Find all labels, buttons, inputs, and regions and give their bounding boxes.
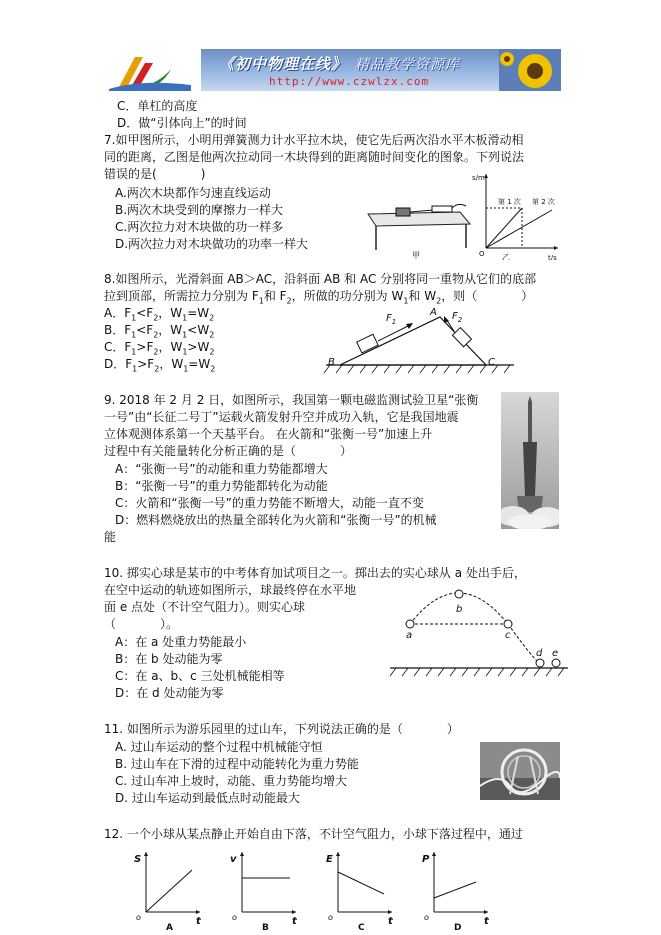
q10-point-d: d <box>536 648 543 659</box>
q7-line-first <box>486 208 522 248</box>
q8-label-f2: $F_2$ <box>452 311 463 324</box>
q10-option-d: D：在 d 处动能为零 <box>115 686 224 700</box>
q8-label-a: A <box>430 307 437 318</box>
q7-graph-origin: O <box>479 250 485 258</box>
q12-label-d: D <box>454 923 462 933</box>
q8-label-c: C <box>488 357 495 368</box>
q8-option-b: B．$F_1<F_2$，$W_1<W_2$ <box>104 323 215 340</box>
q10-option-b: B：在 b 处动能为零 <box>115 652 223 666</box>
q12-label-b: B <box>262 923 269 933</box>
svg-text:S: S <box>134 854 142 865</box>
q10-point-e: e <box>552 648 559 659</box>
q10-option-c: C：在 a、b、c 三处机械能相等 <box>115 669 285 683</box>
banner-url: http://www.czwlzx.com <box>269 75 430 88</box>
q12-graph-c <box>326 852 394 933</box>
rocket-launch-photo <box>501 392 559 529</box>
svg-text:t: t <box>292 916 297 927</box>
q7-label-jia: 甲 <box>412 251 420 260</box>
q9-stem-line3: 立体观测体系第一个天基平台。 在火箭和“张衡一号”加速上升 <box>104 427 433 441</box>
q7-option-d: D.两次拉力对木块做功的功率一样大 <box>115 237 309 251</box>
q8-block-left <box>357 334 378 353</box>
q9-stem-line4: 过程中有关能量转化分析正确的是（ ） <box>104 444 353 458</box>
q7-stem-line1: 7.如甲图所示，小明用弹簧测力计水平拉木块，使它先后两次沿水平木板滑动相 <box>104 133 524 147</box>
q12-label-c: C <box>358 923 365 933</box>
q11-option-a: A. 过山车运动的整个过程中机械能守恒 <box>115 740 323 754</box>
q8-option-a: A．$F_1<F_2$，$W_1=W_2$ <box>104 306 215 323</box>
svg-text:t: t <box>388 916 393 927</box>
q7-stem-line3: 错误的是( ) <box>104 167 206 181</box>
q7-option-b: B.两次木块受到的摩擦力一样大 <box>115 203 284 217</box>
svg-text:t: t <box>196 916 201 927</box>
q7-graph-x-label: t/s <box>548 254 557 260</box>
svg-text:o: o <box>424 913 429 922</box>
q9-option-b: B：“张衡一号”的重力势能都转化为动能 <box>115 479 328 493</box>
q7-line-second <box>486 210 552 248</box>
q7-figure <box>362 168 562 260</box>
q9-option-d-line2: 能 <box>104 530 117 544</box>
svg-text:t: t <box>484 916 489 927</box>
q8-label-f1: $F_1$ <box>386 313 397 326</box>
q12-label-a: A <box>166 923 173 933</box>
q10-trajectory-figure <box>388 582 570 678</box>
q10-stem-line1: 10. 掷实心球是某市的中考体育加试项目之一。掷出去的实心球从 a 处出手后， <box>104 566 526 580</box>
sunflower-image <box>499 49 561 91</box>
q7-option-a: A.两次木块都作匀速直线运动 <box>115 186 271 200</box>
q11-option-c: C. 过山车冲上坡时，动能、重力势能均增大 <box>115 774 348 788</box>
q7-legend-first: 第 1 次 <box>498 198 521 206</box>
q12-graph-d <box>422 852 490 933</box>
q10-stem-line4: （ ）。 <box>104 617 179 631</box>
q9-option-c: C：火箭和“张衡一号”的重力势能不断增大，动能一直不变 <box>115 496 424 510</box>
svg-text:P: P <box>422 854 430 865</box>
q8-block-right <box>452 328 471 347</box>
q11-option-b: B. 过山车在下滑的过程中动能转化为重力势能 <box>115 757 359 771</box>
q10-stem-line3: 面 e 点处（不计空气阻力）。则实心球 <box>104 600 306 614</box>
q8-label-b: B <box>328 357 335 368</box>
q11-stem: 11. 如图所示为游乐园里的过山车，下列说法正确的是（ ） <box>104 722 459 736</box>
q8-option-d: D．$F_1>F_2$，$W_1=W_2$ <box>104 357 216 374</box>
header-banner <box>101 49 561 91</box>
q7-graph-y-label: s/m <box>472 174 485 182</box>
q7-stem-line2: 同的距离，乙图是他两次拉动同一木块得到的距离随时间变化的图象。下列说法 <box>104 150 525 164</box>
q10-point-b: b <box>456 604 463 615</box>
q9-stem-line1: 9. 2018 年 2 月 2 日，如图所示，我国第一颗电磁监测试验卫星“张衡 <box>104 393 479 407</box>
q6-option-c: C．单杠的高度 <box>117 99 198 113</box>
q6-option-d: D．做“引体向上”的时间 <box>117 116 247 130</box>
banner-title: 《初中物理在线》 精品教学资源库 <box>219 55 461 73</box>
site-logo <box>101 49 201 91</box>
q10-point-c: c <box>505 630 511 641</box>
q8-stem-line1: 8.如图所示，光滑斜面 AB＞AC，沿斜面 AB 和 AC 分别将同一重物从它们的底部 <box>104 272 537 286</box>
q10-point-a: a <box>406 630 413 641</box>
svg-text:v: v <box>230 854 237 865</box>
q11-option-d: D. 过山车运动到最低点时动能最大 <box>115 791 300 805</box>
q9-stem-line2: 一号”由“长征二号丁”运载火箭发射升空并成功入轨，它是我国地震 <box>104 410 459 424</box>
q12-graphs <box>126 848 506 934</box>
q9-option-a: A：“张衡一号”的动能和重力势能都增大 <box>115 462 328 476</box>
q12-graph-b <box>230 852 298 933</box>
q8-incline-figure <box>318 303 518 379</box>
q10-stem-line2: 在空中运动的轨迹如图所示，球最终停在水平地 <box>104 583 357 597</box>
q7-label-yi: 乙 <box>502 253 510 260</box>
q7-option-c: C.两次拉力对木块做的功一样多 <box>115 220 284 234</box>
svg-text:E: E <box>326 854 333 865</box>
q12-graph-a <box>134 852 202 933</box>
q8-stem-line2: 拉到顶部，所需拉力分别为 $F_1$和 $F_2$，所做的功分别为 $W_1$和 $W_2$，则（ ） <box>104 289 534 306</box>
q7-table-drawing <box>368 204 470 250</box>
q9-option-d-line1: D：燃料燃烧放出的热量全部转化为火箭和“张衡一号”的机械 <box>115 513 437 527</box>
q7-st-graph <box>484 174 558 250</box>
q10-option-a: A：在 a 处重力势能最小 <box>115 635 247 649</box>
svg-text:o: o <box>232 913 237 922</box>
q8-option-c: C．$F_1>F_2$，$W_1>W_2$ <box>104 340 215 357</box>
roller-coaster-photo <box>480 742 560 800</box>
q7-legend-second: 第 2 次 <box>532 198 555 206</box>
svg-text:o: o <box>328 913 333 922</box>
q12-stem: 12. 一个小球从某点静止开始自由下落，不计空气阻力，小球下落过程中，通过 <box>104 827 523 841</box>
svg-text:o: o <box>136 913 141 922</box>
